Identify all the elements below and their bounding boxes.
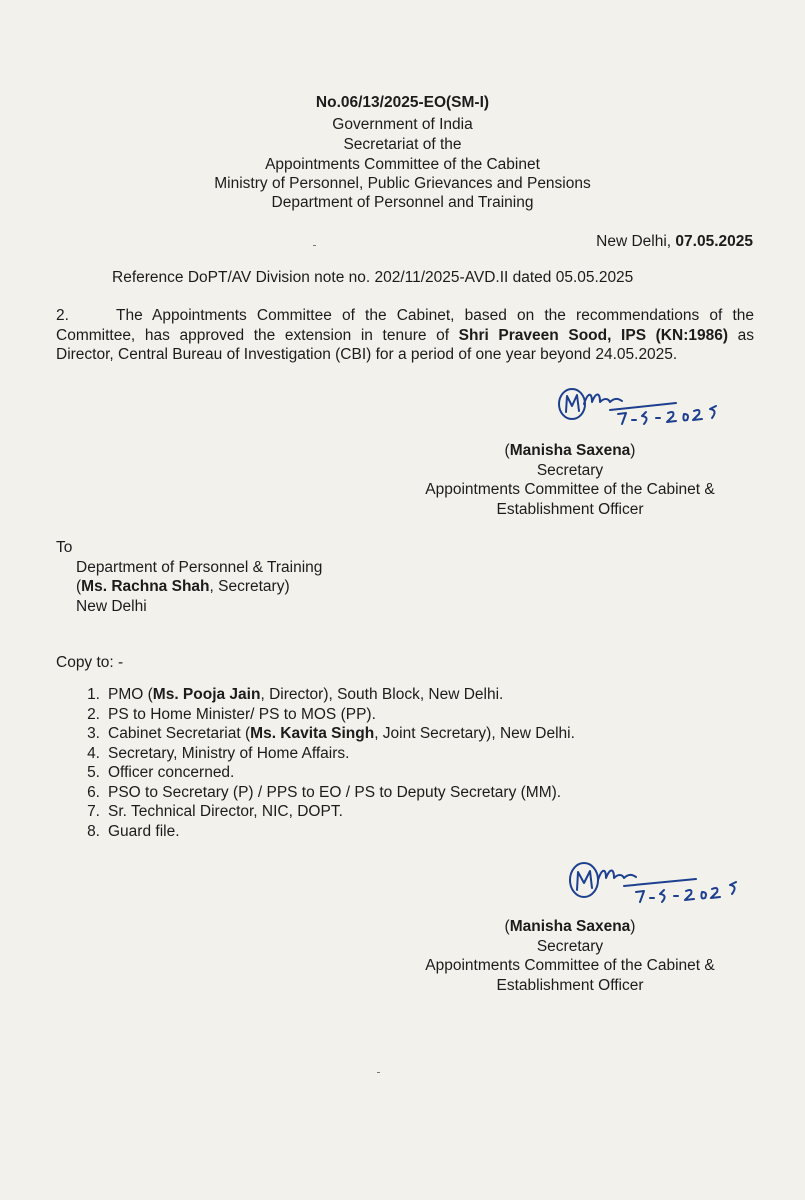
reference-line: Reference DoPT/AV Division note no. 202/11/2025-AVD.II dated 05.05.2025 xyxy=(112,269,634,286)
paren: ( xyxy=(504,442,510,459)
paragraph-line-2 xyxy=(56,326,754,345)
paragraph-text: as xyxy=(728,327,755,344)
scan-speck xyxy=(377,1072,380,1073)
to-label: To xyxy=(56,539,73,556)
header-line-3: Appointments Committee of the Cabinet xyxy=(265,156,540,173)
signatory-designation-1: Appointments Committee of the Cabinet & xyxy=(425,481,715,498)
scan-speck xyxy=(313,245,316,246)
to-line-2 xyxy=(76,577,290,596)
date-value: 07.05.2025 xyxy=(675,233,753,250)
list-text: PS to Home Minister/ PS to MOS (PP). xyxy=(108,705,376,723)
header-line-4: Ministry of Personnel, Public Grievances and Pensions xyxy=(214,175,591,192)
list-text: , Joint Secretary), New Delhi. xyxy=(374,725,575,742)
to-line-3: New Delhi xyxy=(76,598,147,615)
paren: ) xyxy=(630,442,636,459)
date-line xyxy=(596,232,753,251)
signatory-name-text: Manisha Saxena xyxy=(509,918,631,935)
paren: ( xyxy=(504,918,510,935)
list-item xyxy=(82,744,575,764)
signatory-name xyxy=(380,441,760,461)
signatory-block-1 xyxy=(380,441,760,519)
officer-name: Shri Praveen Sood, IPS (KN:1986) xyxy=(458,327,729,344)
handwritten-signature-1 xyxy=(548,380,738,432)
signatory-name-text: Manisha Saxena xyxy=(509,442,631,459)
addressee-name: Ms. Rachna Shah xyxy=(81,578,210,595)
header-line-1: Government of India xyxy=(332,116,473,133)
list-number: 5. xyxy=(87,764,100,781)
list-number: 4. xyxy=(87,744,100,762)
list-bold-name: Ms. Pooja Jain xyxy=(152,686,261,703)
list-text: PMO ( xyxy=(108,686,153,703)
copy-to-label: Copy to: - xyxy=(56,654,124,671)
list-number: 7. xyxy=(87,803,100,820)
paragraph-line-1: The Appointments Committee of the Cabinet, based on the recommendations of the xyxy=(116,307,754,324)
header-line-2: Secretariat of the xyxy=(343,136,462,153)
addressee-designation: , Secretary) xyxy=(209,578,290,595)
paragraph-number: 2. xyxy=(56,307,69,324)
header-line-5: Department of Personnel and Training xyxy=(271,194,534,211)
list-number: 6. xyxy=(87,783,100,801)
list-text: Sr. Technical Director, NIC, DOPT. xyxy=(108,803,343,820)
copy-to-list xyxy=(82,685,575,841)
list-text: Officer concerned. xyxy=(108,764,235,781)
list-number: 1. xyxy=(87,686,100,703)
signatory-designation-2: Establishment Officer xyxy=(496,500,644,518)
signatory-designation-1: Appointments Committee of the Cabinet & xyxy=(425,957,715,974)
paragraph-line-3: Director, Central Bureau of Investigation (CBI) for a period of one year beyond 24.05.2025. xyxy=(56,346,678,363)
signatory-title: Secretary xyxy=(536,937,604,955)
list-text: Cabinet Secretariat ( xyxy=(108,725,251,742)
paragraph-text: Committee, has approved the extension in tenure of xyxy=(56,327,459,344)
signatory-name xyxy=(380,917,760,937)
list-item xyxy=(82,705,575,725)
signatory-designation-2: Establishment Officer xyxy=(496,976,644,994)
handwritten-signature-2 xyxy=(560,852,760,912)
list-number: 8. xyxy=(87,822,100,840)
list-text: , Director), South Block, New Delhi. xyxy=(260,686,504,703)
to-line-1: Department of Personnel & Training xyxy=(76,559,323,576)
list-number: 3. xyxy=(87,725,100,742)
list-item xyxy=(82,802,575,822)
list-text: Secretary, Ministry of Home Affairs. xyxy=(108,744,350,762)
list-item xyxy=(82,783,575,803)
list-text: PSO to Secretary (P) / PPS to EO / PS to Deputy Secretary (MM). xyxy=(108,783,562,801)
file-number: No.06/13/2025-EO(SM-I) xyxy=(315,94,490,111)
list-bold-name: Ms. Kavita Singh xyxy=(250,725,375,742)
signatory-block-2 xyxy=(380,917,760,995)
paren: ( xyxy=(76,578,82,595)
list-item xyxy=(82,724,575,744)
signatory-title: Secretary xyxy=(536,461,604,479)
list-item xyxy=(82,763,575,783)
paren: ) xyxy=(630,918,636,935)
list-number: 2. xyxy=(87,705,100,723)
list-item xyxy=(82,685,575,705)
list-text: Guard file. xyxy=(108,822,180,840)
date-place: New Delhi, xyxy=(596,233,676,250)
list-item xyxy=(82,822,575,842)
